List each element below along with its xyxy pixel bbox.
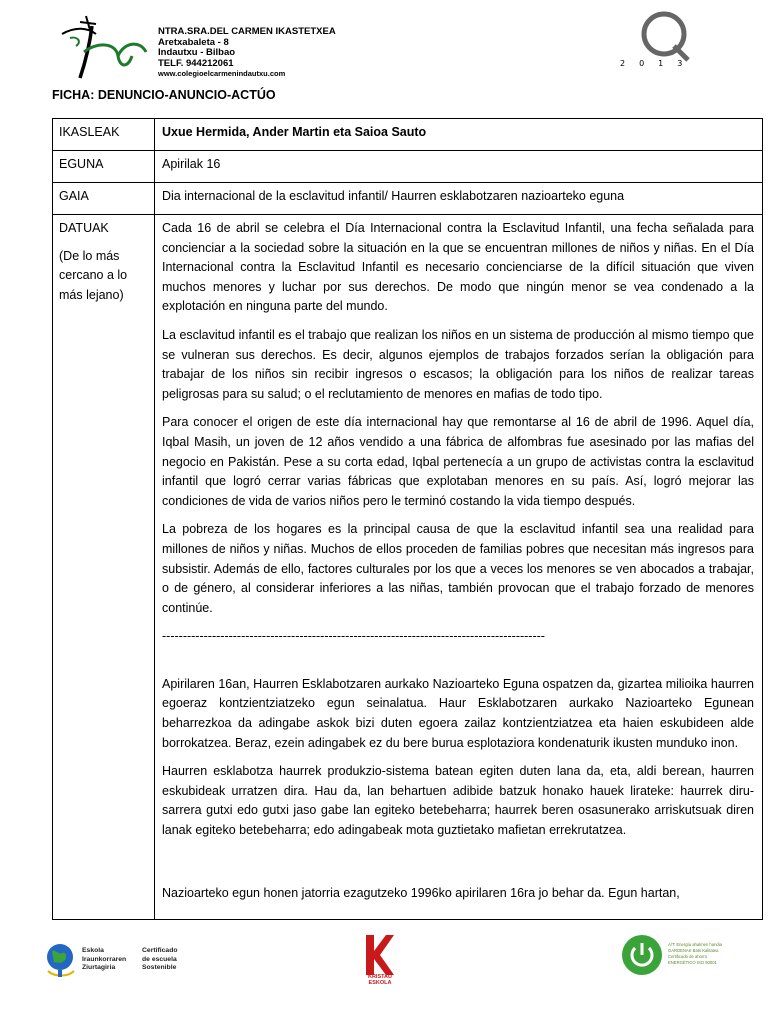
document-title: FICHA: DENUNCIO-ANUNCIO-ACTÚO <box>52 88 276 102</box>
power-icon <box>620 933 664 977</box>
eskola-line-1: Eskola <box>82 947 104 954</box>
paragraph-eu-1: Apirilaren 16an, Haurren Esklabotzaren aurkako Nazioarteko Eguna ospatzen da, gizartea milioika haurren egoeraz kontzientziatzeko egun seinalatua. Haur Esklabotzaren aurkako Nazioarteko Egunean beharrezkoa da adingabe askok bizi duten egoera zailaz kontzientziatzea eta haien eskubideen alde borrokatzea. Beraz, ezein adingabek ez du bere burua esplotaziora kondenaturik ikusten munduko inon. <box>162 676 754 750</box>
energy-line-3: Certificado de ahorro <box>668 954 708 959</box>
language-separator: -------------------------------------------------------------------------------------------- <box>162 629 545 644</box>
energy-line-1: A/T: Energía ahalmen handia <box>668 942 723 947</box>
table-row-eguna <box>53 151 763 183</box>
blank-line <box>162 656 754 675</box>
school-website[interactable]: www.colegioelcarmenindautxu.com <box>158 69 286 78</box>
quality-letter: Q <box>664 42 665 43</box>
energy-certificate-text <box>668 942 748 966</box>
paragraph-eu-3: Nazioarteko egun honen jatorria ezagutzeko 1996ko apirilaren 16ra jo behar da. Egun hartan, <box>162 885 680 900</box>
blank-space <box>162 850 754 884</box>
page-header <box>0 0 768 90</box>
page-footer <box>0 925 768 1024</box>
school-name: NTRA.SRA.DEL CARMEN IKASTETXEA <box>158 26 336 37</box>
quality-year: 2013 <box>620 59 697 68</box>
escuela-sostenible-text <box>142 947 178 973</box>
energy-line-4: ENERGÉTICO ISO 50001 <box>668 960 717 965</box>
datuak-label: DATUAK <box>59 221 109 235</box>
cert-line-2: de escuela <box>142 955 177 963</box>
eguna-value: Apirilak 16 <box>155 151 763 183</box>
eguna-label: EGUNA <box>53 151 155 183</box>
school-address-city: Indautxu - Bilbao <box>158 47 236 58</box>
paragraph-es-2: La esclavitud infantil es el trabajo que realizan los niños en un sistema de producción al mismo tiempo que se vulneran sus derechos. Es decir, algunos ejemplos de trabajos forzados serían la obligación para trabajar de los niños sin recibir ingresos o escasos; la obligación para los niños de realizar tareas peligrosas para su salud; o el reclutamiento de menores en mafias de todo tipo. <box>162 327 754 401</box>
table-row-ikasleak <box>53 119 763 151</box>
energy-line-2: GARDENAK Bats Kalitatea <box>668 948 719 953</box>
eskola-line-2: Iraunkorraren <box>82 955 127 963</box>
school-info <box>158 27 336 80</box>
table-row-datuak <box>53 215 763 920</box>
school-address-street: Aretxabaleta - 8 <box>158 36 229 48</box>
eskola-iraunkorra-text <box>82 947 126 973</box>
cert-line-1: Certificado <box>142 947 178 954</box>
kristau-eskola-label: KRISTAU ESKOLA <box>367 974 393 986</box>
table-row-gaia <box>53 183 763 215</box>
school-phone: TELF. 944212061 <box>158 57 234 69</box>
datuak-cell <box>53 215 155 920</box>
datuak-body <box>162 219 754 915</box>
eskola-line-3: Ziurtagiria <box>82 964 116 971</box>
paragraph-es-1: Cada 16 de abril se celebra el Día Internacional contra la Esclavitud Infantil, una fecha señalada para concienciar a la sociedad sobre la situación en la que se encuentran millones de niños y niñas. En el Día Internacional contra la Esclavitud Infantil es necesario concienciarse de la difícil situación que viven muchos menores y luchar por sus derechos. De modo que ningún menor se vea condenado a la explotación en ninguna parte del mundo. <box>162 221 754 314</box>
cert-line-3: Sostenible <box>142 964 177 971</box>
datuak-content <box>155 215 763 920</box>
paragraph-es-3: Para conocer el origen de este día internacional hay que remontarse al 16 de abril de 1996. Aquel día, Iqbal Masih, un joven de 12 años vendido a una fábrica de alfombras fue asesinado por las mafias del negocio en Pakistán. Pese a su corta edad, Iqbal pertenecía a un grupo de activistas contra la esclavitud infantil que logró cerrar varias fábricas que explotaban menores en su país. Así, logró mejorar las condiciones de vida de varios niños pero le terminó costando la vida tiempo después. <box>162 415 754 508</box>
ficha-table <box>52 118 763 920</box>
school-logo <box>56 12 154 82</box>
gaia-value: Dia internacional de la esclavitud infantil/ Haurren esklabotzaren nazioarteko eguna <box>155 183 763 215</box>
ikasleak-label: IKASLEAK <box>53 119 155 151</box>
datuak-note: (De lo más cercano a lo más lejano) <box>59 248 128 302</box>
globe-icon <box>44 939 78 979</box>
paragraph-es-4: La pobreza de los hogares es la principal causa de que la esclavitud infantil sea una realidad para millones de niños y niñas. Muchos de ellos proceden de familias pobres que necesitan más ingresos para subsistir. Además de ello, factores culturales por los que a veces los menores se ven abocados a trabajar, o de género, al considerar inferiores a las niñas, también provocan que el trabajo forzado de menores continúe. <box>162 522 754 615</box>
ikasleak-value: Uxue Hermida, Ander Martin eta Saioa Sauto <box>155 119 763 151</box>
gaia-label: GAIA <box>53 183 155 215</box>
paragraph-eu-2: Haurren esklabotza haurrek produkzio-sistema batean egiten duten lana da, eta, aldi berean, haurren eskubideak urratzen dira. Hau da, lan behartuen adibide batzuk honako hauek lirateke: haurrek diru-sarrera gutxi edo gutxi jaso gabe lan egiteko betebeharra; haurrek beren osasunerako arriskutsuak diren lanak egiteko betebeharra; edo adingabeak mota guztietako mafietan errekrutatzea. <box>162 764 754 838</box>
